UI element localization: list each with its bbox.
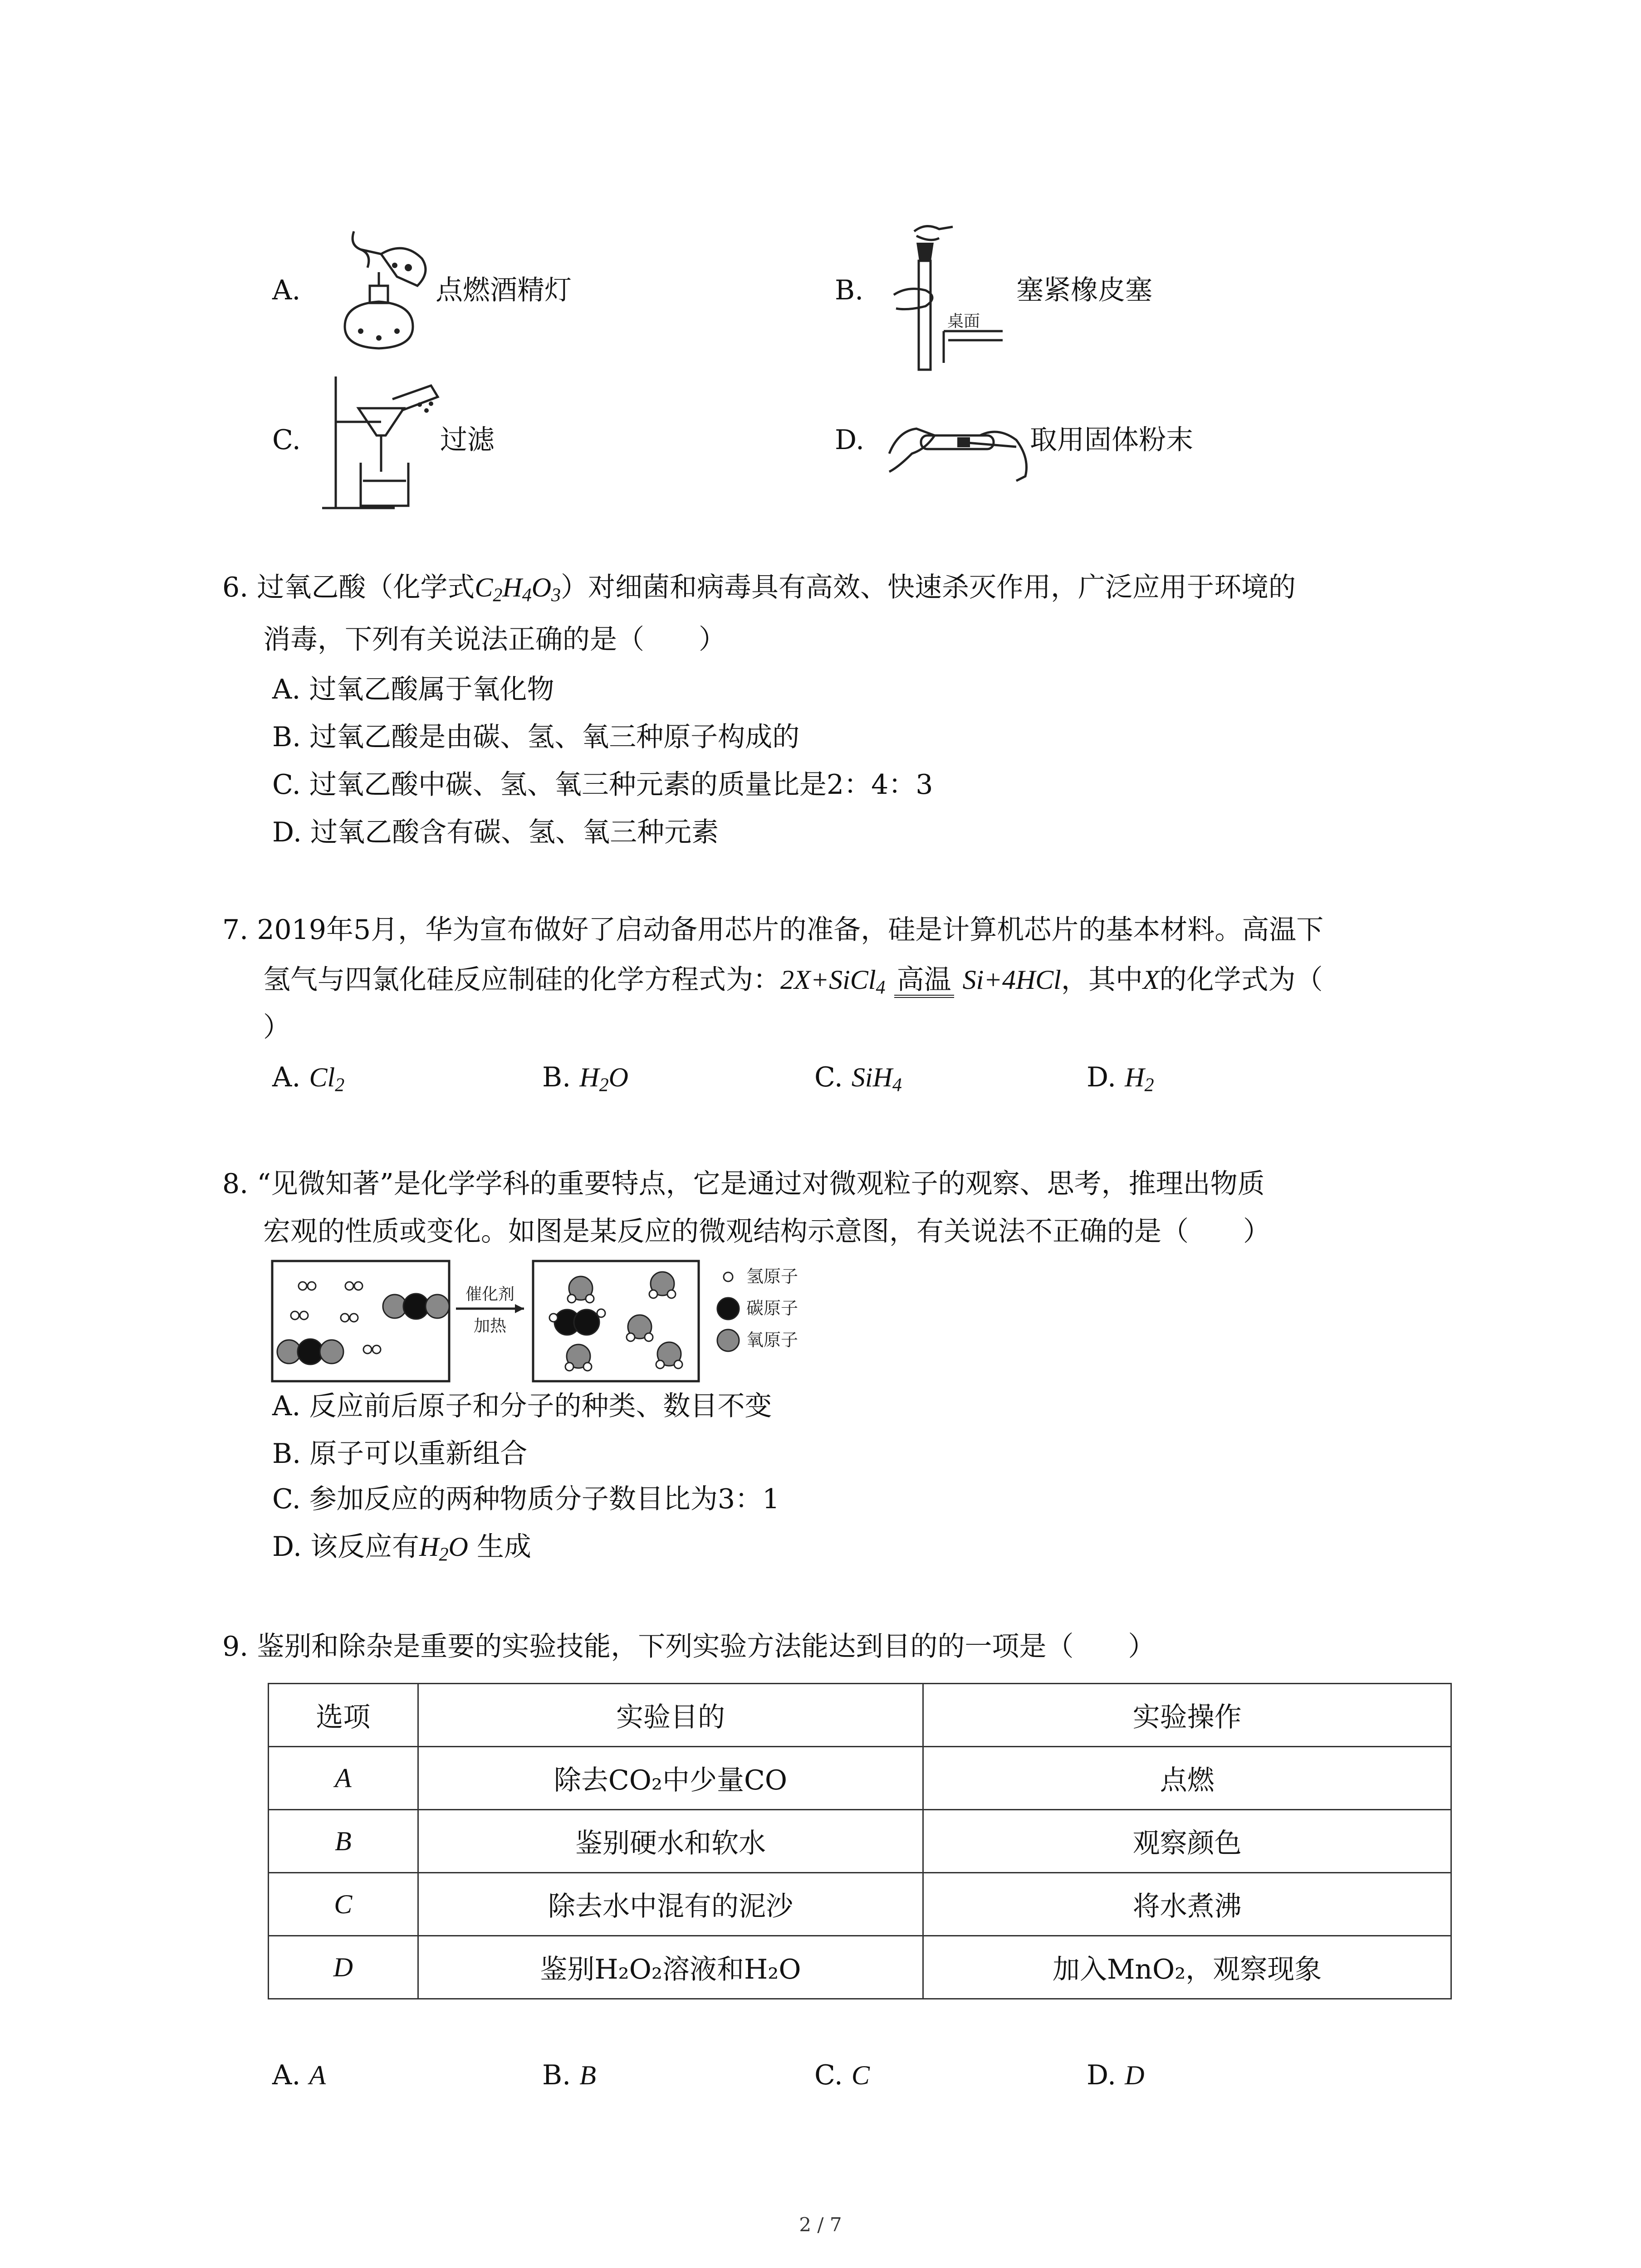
q6-stem-line2: 消毒，下列有关说法正确的是（ ）: [263, 624, 726, 655]
q7-option-a: A. $Cl_2$: [272, 1061, 345, 1096]
q5-option-d-text: 取用固体粉末: [1030, 424, 1193, 456]
stopper-insertion-figure: [880, 218, 1007, 372]
legend-carbon-symbol: [717, 1298, 739, 1320]
legend-oxygen-label: 氧原子: [746, 1330, 798, 1350]
methane-molecule: [549, 1309, 605, 1335]
q5-option-c-letter: C.: [272, 424, 301, 456]
solid-powder-taking-figure: [880, 404, 1034, 485]
q7-stem-line2: 氢气与四氯化硅反应制硅的化学方程式为：2X+SiCl$_4$ 高温 Si+4HCl，其中X的化学式为（: [263, 964, 1323, 998]
q8-option-b: B. 原子可以重新组合: [272, 1438, 528, 1470]
header-purpose: 实验目的: [418, 1684, 923, 1747]
q5-option-d-letter: D.: [835, 424, 865, 456]
reactant-box: [272, 1261, 449, 1381]
q8-stem-line2: 宏观的性质或变化。如图是某反应的微观结构示意图，有关说法不正确的是（ ）: [263, 1216, 1270, 1247]
q9-answer-a: A. A: [272, 2059, 326, 2091]
q7-option-b: B. $H_2O$: [542, 1061, 628, 1096]
table-row: A 除去CO₂中少量CO 点燃: [269, 1747, 1451, 1810]
header-option: 选项: [269, 1684, 418, 1747]
arrow-label-catalyst: 催化剂: [465, 1285, 515, 1304]
legend-hydrogen-label: 氢原子: [746, 1266, 798, 1286]
reaction-microstructure-diagram: [270, 1259, 833, 1386]
q7-option-c: C. SiH$_4$: [814, 1061, 902, 1096]
atom-legend: [717, 1272, 739, 1351]
q7-equation-condition: 高温: [894, 965, 954, 998]
legend-carbon-label: 碳原子: [746, 1298, 798, 1318]
q8-option-c: C. 参加反应的两种物质分子数目比为3：1: [272, 1483, 780, 1515]
q9-answer-c: C. C: [814, 2059, 870, 2091]
filtration-setup-figure: [318, 372, 445, 513]
q7-stem-line3: ）: [263, 1012, 290, 1043]
q5-option-b-letter: B.: [835, 274, 864, 306]
arrow-label-heating: 加热: [473, 1317, 507, 1335]
legend-hydrogen-symbol: [724, 1272, 733, 1281]
q9-table: [268, 1683, 1452, 1999]
table-row: D 鉴别H₂O₂溶液和H₂O 加入MnO₂，观察现象: [269, 1936, 1451, 1999]
q7-equation-right: Si+4HCl: [962, 965, 1061, 995]
q7-stem-line1: 7. 2019年5月，华为宣布做好了启动备用芯片的准备，硅是计算机芯片的基本材料。高温下: [222, 914, 1324, 946]
page-number: 2 / 7: [799, 2214, 842, 2236]
co2-molecules: [277, 1294, 449, 1364]
q9-answer-d: D. D: [1087, 2059, 1145, 2091]
q5-option-a-letter: A.: [272, 274, 301, 306]
q7-option-d: D. $H_2$: [1087, 1061, 1154, 1096]
q6-option-d: D. 过氧乙酸含有碳、氢、氧三种元素: [272, 816, 719, 848]
q6-option-b: B. 过氧乙酸是由碳、氢、氧三种原子构成的: [272, 721, 800, 753]
q6-stem-b: ）对细菌和病毒具有高效、快速杀灭作用，广泛应用于环境的: [561, 572, 1296, 603]
q5-option-c-text: 过滤: [440, 424, 495, 456]
q9-stem: 9. 鉴别和除杂是重要的实验技能，下列实验方法能达到目的的一项是（ ）: [222, 1631, 1156, 1662]
q9-answer-b: B. B: [542, 2059, 596, 2091]
desk-surface-label: 桌面: [947, 312, 980, 331]
q5-option-a-text: 点燃酒精灯: [436, 274, 572, 306]
q6-option-c: C. 过氧乙酸中碳、氢、氧三种元素的质量比是2：4：3: [272, 769, 933, 801]
q6-number: 6.: [222, 572, 249, 603]
q8-option-a: A. 反应前后原子和分子的种类、数目不变: [272, 1390, 772, 1422]
q6-stem-a: 过氧乙酸（化学式: [257, 572, 475, 603]
table-header-row: [269, 1684, 1451, 1747]
q7-equation-left: 2X+SiCl$_4$: [780, 965, 886, 998]
table-row: B 鉴别硬水和软水 观察颜色: [269, 1810, 1451, 1873]
q8-stem-line1: 8. “见微知著”是化学学科的重要特点，它是通过对微观粒子的观察、思考，推理出物质: [222, 1168, 1265, 1200]
q5-option-b-text: 塞紧橡皮塞: [1016, 274, 1152, 306]
q6-stem-line1: [222, 569, 1296, 606]
alcohol-lamp-lighting-figure: [318, 222, 440, 358]
header-operation: 实验操作: [923, 1684, 1451, 1747]
q6-option-a: A. 过氧乙酸属于氧化物: [272, 674, 554, 705]
q8-option-d: D. 该反应有$H_2O$ 生成: [272, 1531, 531, 1565]
legend-oxygen-symbol: [717, 1330, 739, 1351]
table-row: C 除去水中混有的泥沙 将水煮沸: [269, 1873, 1451, 1936]
q6-formula: $C_2H_4O_3$: [475, 572, 561, 606]
